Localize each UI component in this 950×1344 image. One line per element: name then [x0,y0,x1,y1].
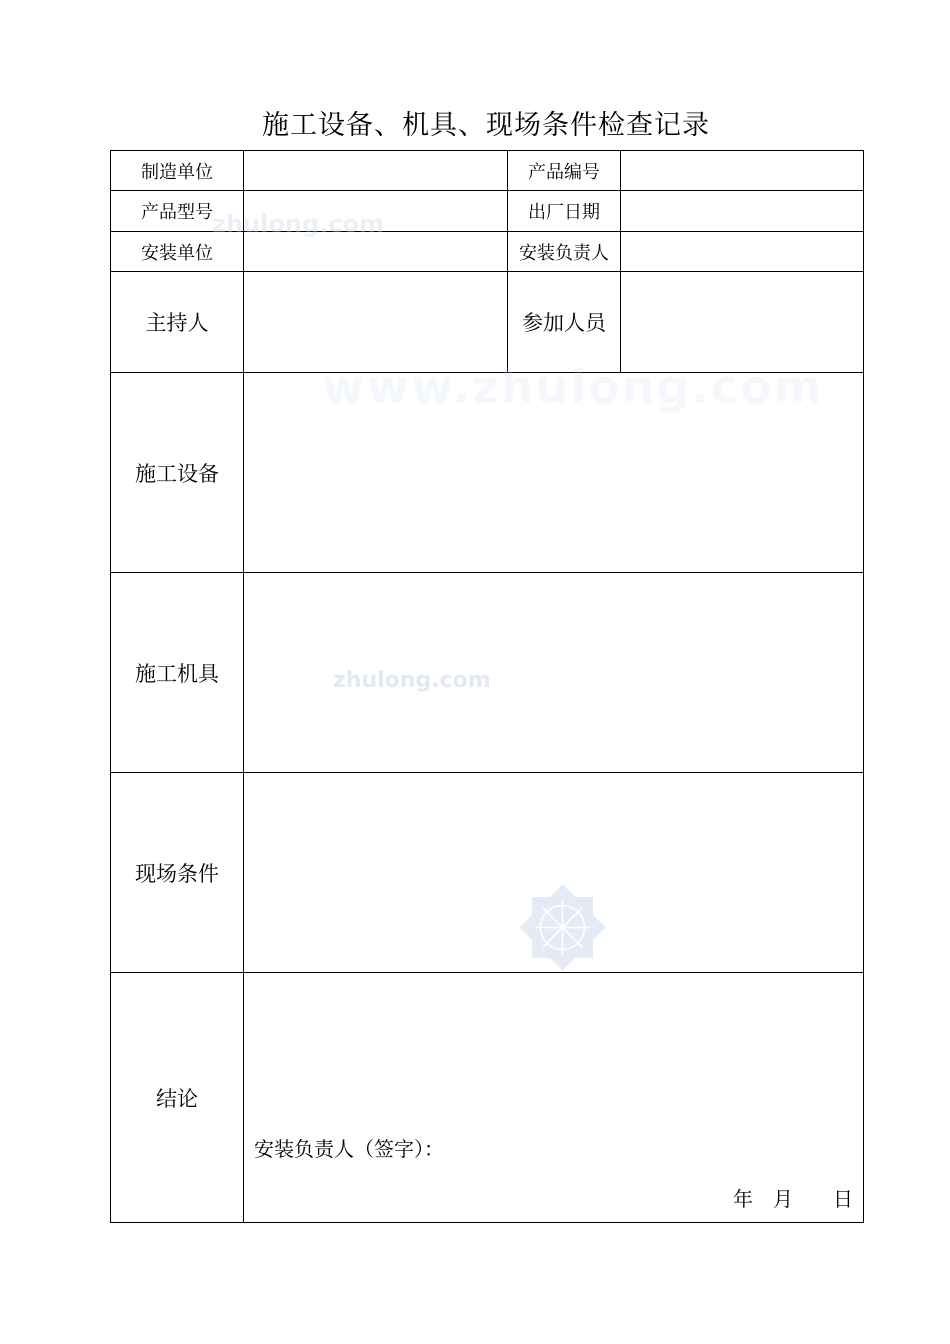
participants-field[interactable] [621,272,864,373]
install-unit-label: 安装单位 [111,232,244,272]
inspection-form-table [110,150,864,1223]
manufacturer-field[interactable] [244,151,508,191]
product-no-label: 产品编号 [508,151,621,191]
product-model-label: 产品型号 [111,191,244,232]
equipment-field[interactable] [244,373,864,573]
watermark-text-large: www.zhulong.com [322,360,824,414]
row-host [111,272,864,373]
row-manufacturer [111,151,864,191]
watermark-text-top: zhulong.com [212,210,384,238]
site-field[interactable] [244,773,864,973]
factory-date-label: 出厂日期 [508,191,621,232]
watermark-text-middle: zhulong.com [333,668,491,693]
signature-label: 安装负责人（签字）： [254,1137,444,1161]
row-conclusion [111,973,864,1223]
row-equipment [111,373,864,573]
equipment-label: 施工设备 [111,373,244,573]
product-model-field[interactable] [244,191,508,232]
row-tools [111,573,864,773]
host-field[interactable] [244,272,508,373]
tools-label: 施工机具 [111,573,244,773]
row-install-unit [111,232,864,272]
date-label: 年 月 日 [733,1187,853,1211]
site-label: 现场条件 [111,773,244,973]
host-label: 主持人 [111,272,244,373]
conclusion-field[interactable] [244,973,864,1223]
install-unit-field[interactable] [244,232,508,272]
conclusion-label: 结论 [111,973,244,1223]
tools-field[interactable] [244,573,864,773]
install-lead-label: 安装负责人 [508,232,621,272]
row-model [111,191,864,232]
install-lead-field[interactable] [621,232,864,272]
row-site [111,773,864,973]
page-title: 施工设备、机具、现场条件检查记录 [262,110,710,141]
product-no-field[interactable] [621,151,864,191]
factory-date-field[interactable] [621,191,864,232]
participants-label: 参加人员 [508,272,621,373]
manufacturer-label: 制造单位 [111,151,244,191]
